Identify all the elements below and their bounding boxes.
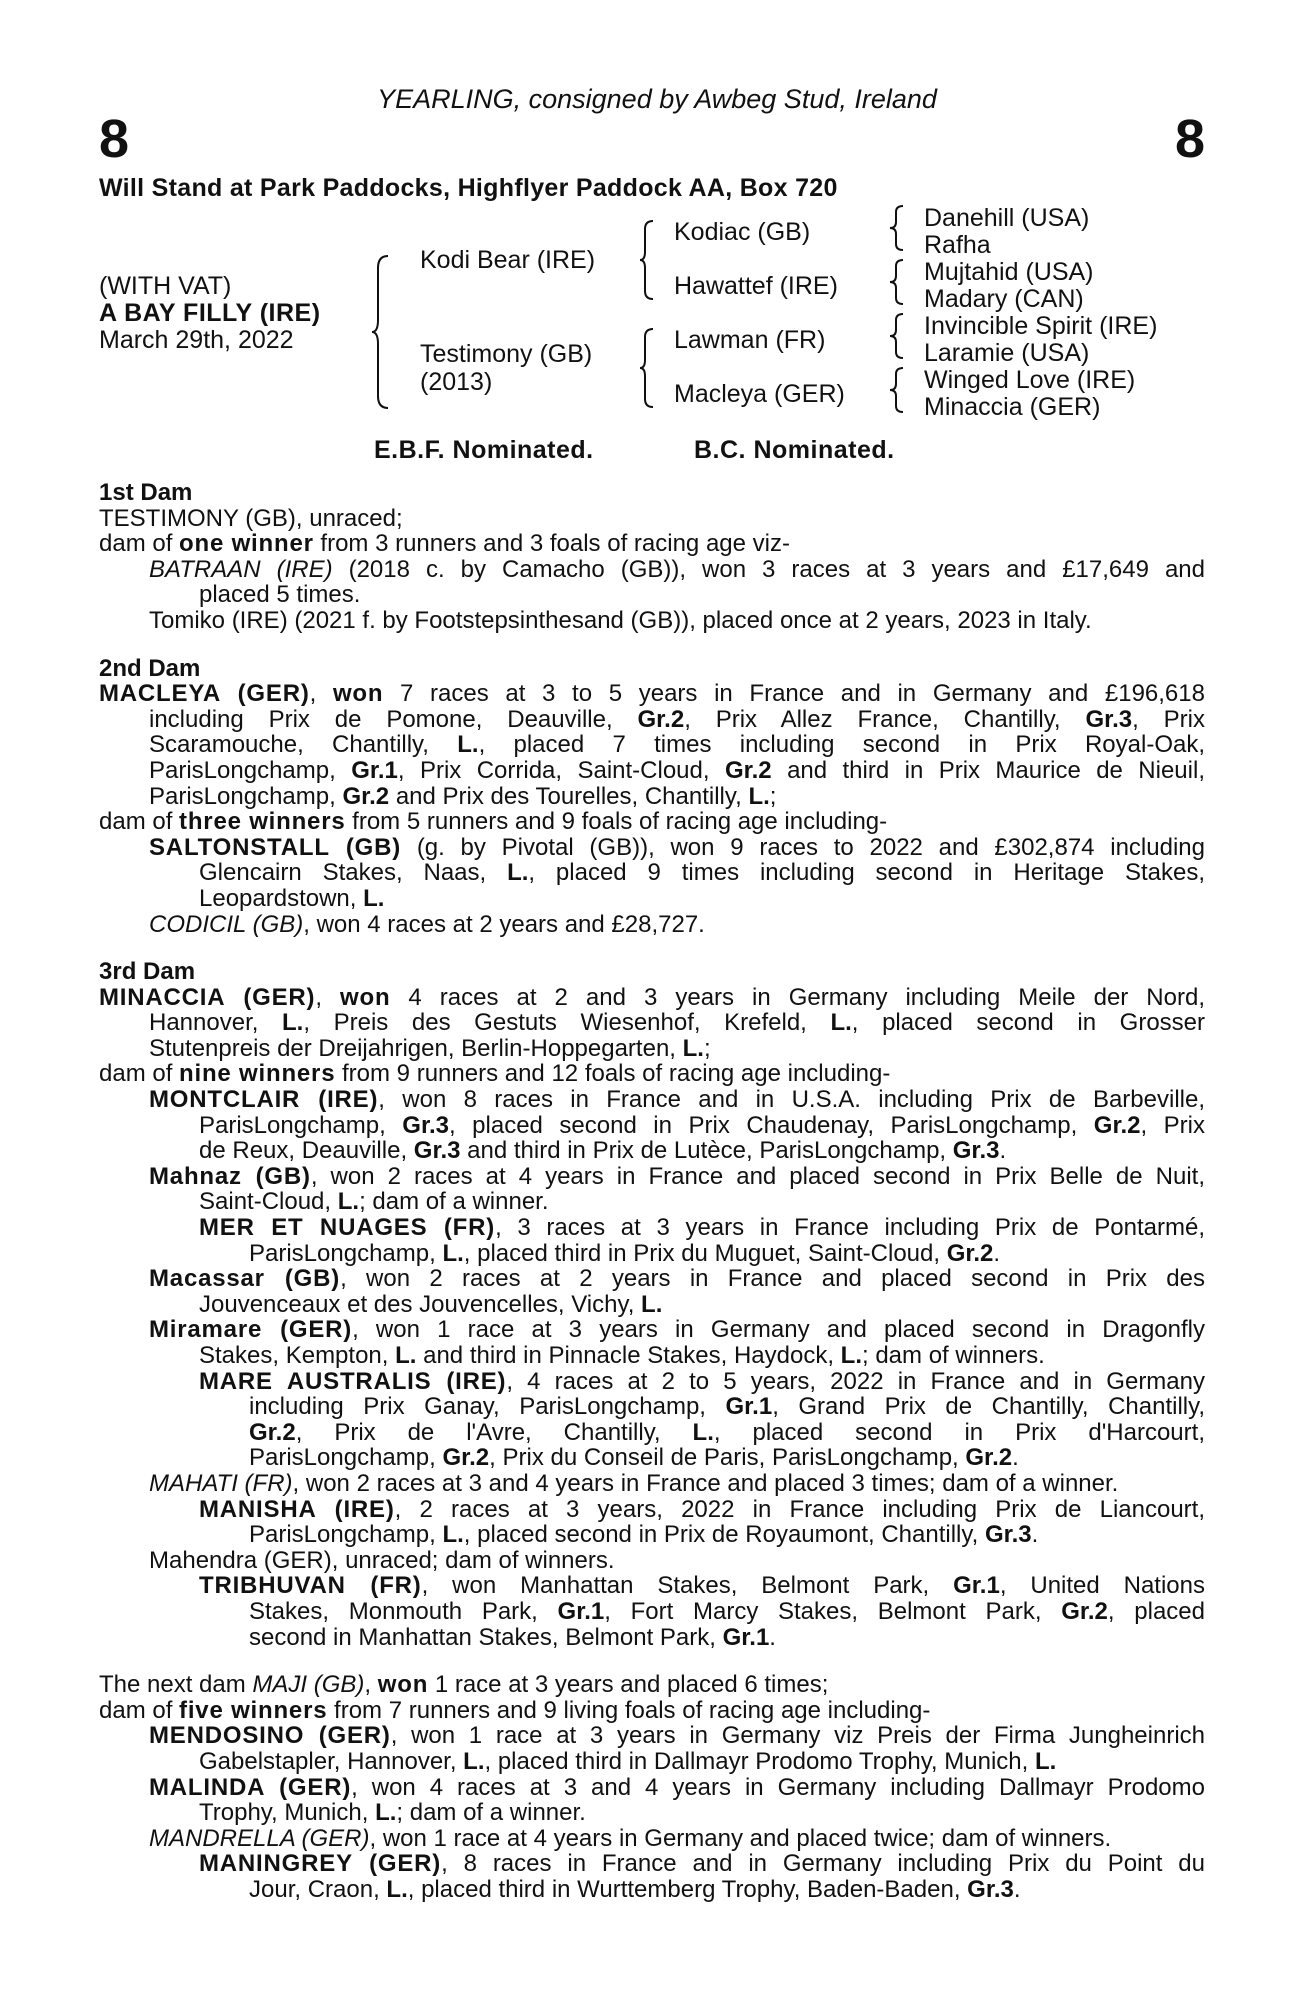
ebf-nomination: E.B.F. Nominated. (374, 436, 594, 464)
produce-entry: SALTONSTALL (GB) (g. by Pivotal (GB)), won 9 races to 2022 and £302,874 including (149, 833, 1205, 861)
vat-note: (WITH VAT) (99, 272, 232, 300)
section-title: 3rd Dam (99, 958, 196, 986)
produce-entry: MANDRELLA (GER), won 1 race at 4 years in Germany and placed twice; dam of winners. (149, 1824, 1112, 1852)
produce-entry: MONTCLAIR (IRE), won 8 races in France and in U.S.A. including Prix de Barbeville, (149, 1086, 1205, 1114)
lot-number-left: 8 (99, 109, 130, 169)
consignment-line: YEARLING, consigned by Awbeg Stud, Ireland (377, 84, 937, 114)
produce-entry: Macassar (GB), won 2 races at 2 years in France and placed second in Prix des (149, 1265, 1205, 1293)
dam-line: The next dam MAJI (GB), won 1 race at 3 years and placed 6 times; (99, 1671, 829, 1699)
produce-summary: dam of one winner from 3 runners and 3 foals of racing age viz- (99, 530, 790, 558)
produce-entry: MANISHA (IRE), 2 races at 3 years, 2022 in France including Prix de Liancourt, (199, 1495, 1205, 1523)
produce-entry: MER ET NUAGES (FR), 3 races at 3 years in France including Prix de Pontarmé, (199, 1214, 1205, 1242)
dam-line: MINACCIA (GER), won 4 races at 2 and 3 years in Germany including Meile der Nord, (99, 983, 1205, 1011)
dam-sire: Lawman (FR) (674, 326, 826, 354)
produce-summary: dam of three winners from 5 runners and 9 foals of racing age including- (99, 808, 888, 836)
produce-summary: dam of five winners from 7 runners and 9 living foals of racing age including- (99, 1696, 931, 1724)
ggs-4: Winged Love (IRE) (924, 366, 1136, 394)
ggs-1: Danehill (USA) (924, 204, 1090, 232)
produce-entry: TRIBHUVAN (FR), won Manhattan Stakes, Belmont Park, Gr.1, United Nations (199, 1572, 1205, 1600)
produce-entry: Tomiko (IRE) (2021 f. by Footstepsinthesand (GB)), placed once at 2 years, 2023 in Italy. (149, 606, 1092, 634)
ggs-3: Invincible Spirit (IRE) (924, 312, 1158, 340)
produce-summary: dam of nine winners from 9 runners and 12 foals of racing age including- (99, 1060, 891, 1088)
ggd-2: Madary (CAN) (924, 285, 1084, 313)
ggs-2: Mujtahid (USA) (924, 258, 1094, 286)
next-dam-section: The next dam MAJI (GB), won 1 race at 3 years and placed 6 times; dam of five winners from 7 runners and 9 living foals of racing age including- MENDOSINO (GER), won 1 race at 3 years in Germany viz Preis der Firma Jungheinrich Gabelstapler, Hannover, L., placed third in Dallmayr Prodomo Trophy, Munich, L. MALINDA (GER), won 4 races at 3 and 4 years in Germany including Dallmayr Prodomo Trophy, Munich, L.; dam of a winner. MANDRELLA (GER), won 1 race at 4 years in Germany and placed twice; dam of winners. MANINGREY (GER), 8 races in France and in Germany including Prix du Point du Jour, Craon, L., placed third in Wurttemberg Trophy, Baden-Baden, Gr.3. (99, 1671, 1206, 1903)
sire-sire: Kodiac (GB) (674, 218, 811, 246)
dam-dam: Macleya (GER) (674, 380, 845, 408)
pedigree-brace-dam (640, 327, 656, 409)
ggd-1: Rafha (924, 231, 991, 259)
pedigree-brace-g3 (890, 312, 906, 360)
ggd-3: Laramie (USA) (924, 339, 1090, 367)
pedigree-brace-sire (640, 219, 656, 301)
produce-entry: MAHATI (FR), won 2 races at 3 and 4 years in France and placed 3 times; dam of a winner. (149, 1469, 1119, 1497)
produce-entry: Miramare (GER), won 1 race at 3 years in Germany and placed second in Dragonfly (149, 1316, 1205, 1344)
first-dam-section: 1st Dam TESTIMONY (GB), unraced; dam of one winner from 3 runners and 3 foals of racing age viz- BATRAAN (IRE) (2018 c. by Camacho (GB)), won 3 races at 3 years and £17,649 and placed 5 times. Tomiko (IRE) (2021 f. by Footstepsinthesand (GB)), placed once at 2 years, 2023 in Italy. (99, 479, 1205, 634)
pedigree-brace-g1 (890, 204, 906, 252)
dam: Testimony (GB) (420, 340, 593, 368)
horse-name: A BAY FILLY (IRE) (99, 299, 321, 327)
section-title: 2nd Dam (99, 654, 201, 682)
dam-line: TESTIMONY (GB), unraced; (99, 504, 403, 532)
produce-entry: MALINDA (GER), won 4 races at 3 and 4 years in Germany including Dallmayr Prodomo (149, 1773, 1205, 1801)
third-dam-section: 3rd Dam MINACCIA (GER), won 4 races at 2 and 3 years in Germany including Meile der Nord, Hannover, L., Preis des Gestuts Wiesenhof, Krefeld, L., placed second in Grosser Stutenpreis der Dreijahrigen, Berlin-Hoppegarten, L.; dam of nine winners from 9 runners and 12 foals of racing age including- MONTCLAIR (IRE), won 8 races in France and in U.S.A. including Prix de Barbeville, ParisLongchamp, Gr.3, placed second in Prix Chaudenay, ParisLongchamp, Gr.2, Prix de Reux, Deauville, Gr.3 and third in Prix de Lutèce, ParisLongchamp, Gr.3. Mahnaz (GB), won 2 races at 4 years in France and placed second in Prix Belle de Nuit, Saint-Cloud, L.; dam of a winner. MER ET NUAGES (FR), 3 races at 3 years in France including Prix de Pontarmé, ParisLongchamp, L., placed third in Prix du Muguet, Saint-Cloud, Gr.2. Macassar (GB), won 2 races at 2 years in France and placed second in Prix des Jouvenceaux et des Jouvencelles, Vichy, L. Miramare (GER), won 1 race at 3 years in Germany and placed second in Dragonfly Stakes, Kempton, L. and third in Pinnacle Stakes, Haydock, L.; dam of winners. MARE AUSTRALIS (IRE), 4 races at 2 to 5 years, 2022 in France and in Germany including Prix Ganay, ParisLongchamp, Gr.1, Grand Prix de Chantilly, Chantilly, Gr.2, Prix de l'Avre, Chantilly, L., placed second in Prix d'Harcourt, ParisLongchamp, Gr.2, Prix du Conseil de Paris, ParisLongchamp, Gr.2. MAHATI (FR), won 2 races at 3 and 4 years in France and placed 3 times; dam of a winner. MANISHA (IRE), 2 races at 3 years, 2022 in France including Prix de Liancourt, ParisLongchamp, L., placed second in Prix de Royaumont, Chantilly, Gr.3. Mahendra (GER), unraced; dam of winners. TRIBHUVAN (FR), won Manhattan Stakes, Belmont Park, Gr.1, United Nations Stakes, Monmouth Park, Gr.1, Fort Marcy Stakes, Belmont Park, Gr.2, placed second in Manhattan Stakes, Belmont Park, Gr.1. (99, 958, 1206, 1651)
sire-dam: Hawattef (IRE) (674, 272, 838, 300)
pedigree-brace-g4 (890, 366, 906, 414)
produce-entry: Mahnaz (GB), won 2 races at 4 years in France and placed second in Prix Belle de Nuit, (149, 1162, 1205, 1190)
lot-number-right: 8 (1174, 109, 1205, 169)
produce-entry: Mahendra (GER), unraced; dam of winners. (149, 1546, 615, 1574)
dam-line: MACLEYA (GER), won 7 races at 3 to 5 years in France and in Germany and £196,618 (99, 680, 1205, 708)
produce-entry: CODICIL (GB), won 4 races at 2 years and £28,727. (149, 910, 705, 938)
pedigree-brace-g2 (890, 258, 906, 306)
bc-nomination: B.C. Nominated. (694, 436, 895, 464)
section-title: 1st Dam (99, 479, 193, 506)
stand-location: Will Stand at Park Paddocks, Highflyer Paddock AA, Box 720 (99, 174, 838, 202)
produce-entry: MARE AUSTRALIS (IRE), 4 races at 2 to 5 years, 2022 in France and in Germany (199, 1367, 1205, 1395)
pedigree-brace-main (372, 254, 392, 410)
produce-entry: BATRAAN (IRE) (2018 c. by Camacho (GB)), won 3 races at 3 years and £17,649 and (149, 555, 1205, 583)
second-dam-section: 2nd Dam MACLEYA (GER), won 7 races at 3 to 5 years in France and in Germany and £196,618 including Prix de Pomone, Deauville, Gr.2, Prix Allez France, Chantilly, Gr.3, Prix Scaramouche, Chantilly, L., placed 7 times including second in Prix Royal-Oak, ParisLongchamp, Gr.1, Prix Corrida, Saint-Cloud, Gr.2 and third in Prix Maurice de Nieuil, ParisLongchamp, Gr.2 and Prix des Tourelles, Chantilly, L.; dam of three winners from 5 runners and 9 foals of racing age including- SALTONSTALL (GB) (g. by Pivotal (GB)), won 9 races to 2022 and £302,874 including Glencairn Stakes, Naas, L., placed 9 times including second in Heritage Stakes, Leopardstown, L. CODICIL (GB), won 4 races at 2 years and £28,727. (99, 654, 1206, 938)
produce-entry: MANINGREY (GER), 8 races in France and in Germany including Prix du Point du (199, 1850, 1206, 1878)
foaling-date: March 29th, 2022 (99, 326, 294, 354)
ggd-4: Minaccia (GER) (924, 393, 1101, 421)
catalogue-body (99, 480, 1205, 1902)
sire: Kodi Bear (IRE) (420, 246, 596, 274)
produce-entry: MENDOSINO (GER), won 1 race at 3 years in Germany viz Preis der Firma Jungheinrich (149, 1722, 1206, 1750)
dam-year: (2013) (420, 368, 493, 396)
